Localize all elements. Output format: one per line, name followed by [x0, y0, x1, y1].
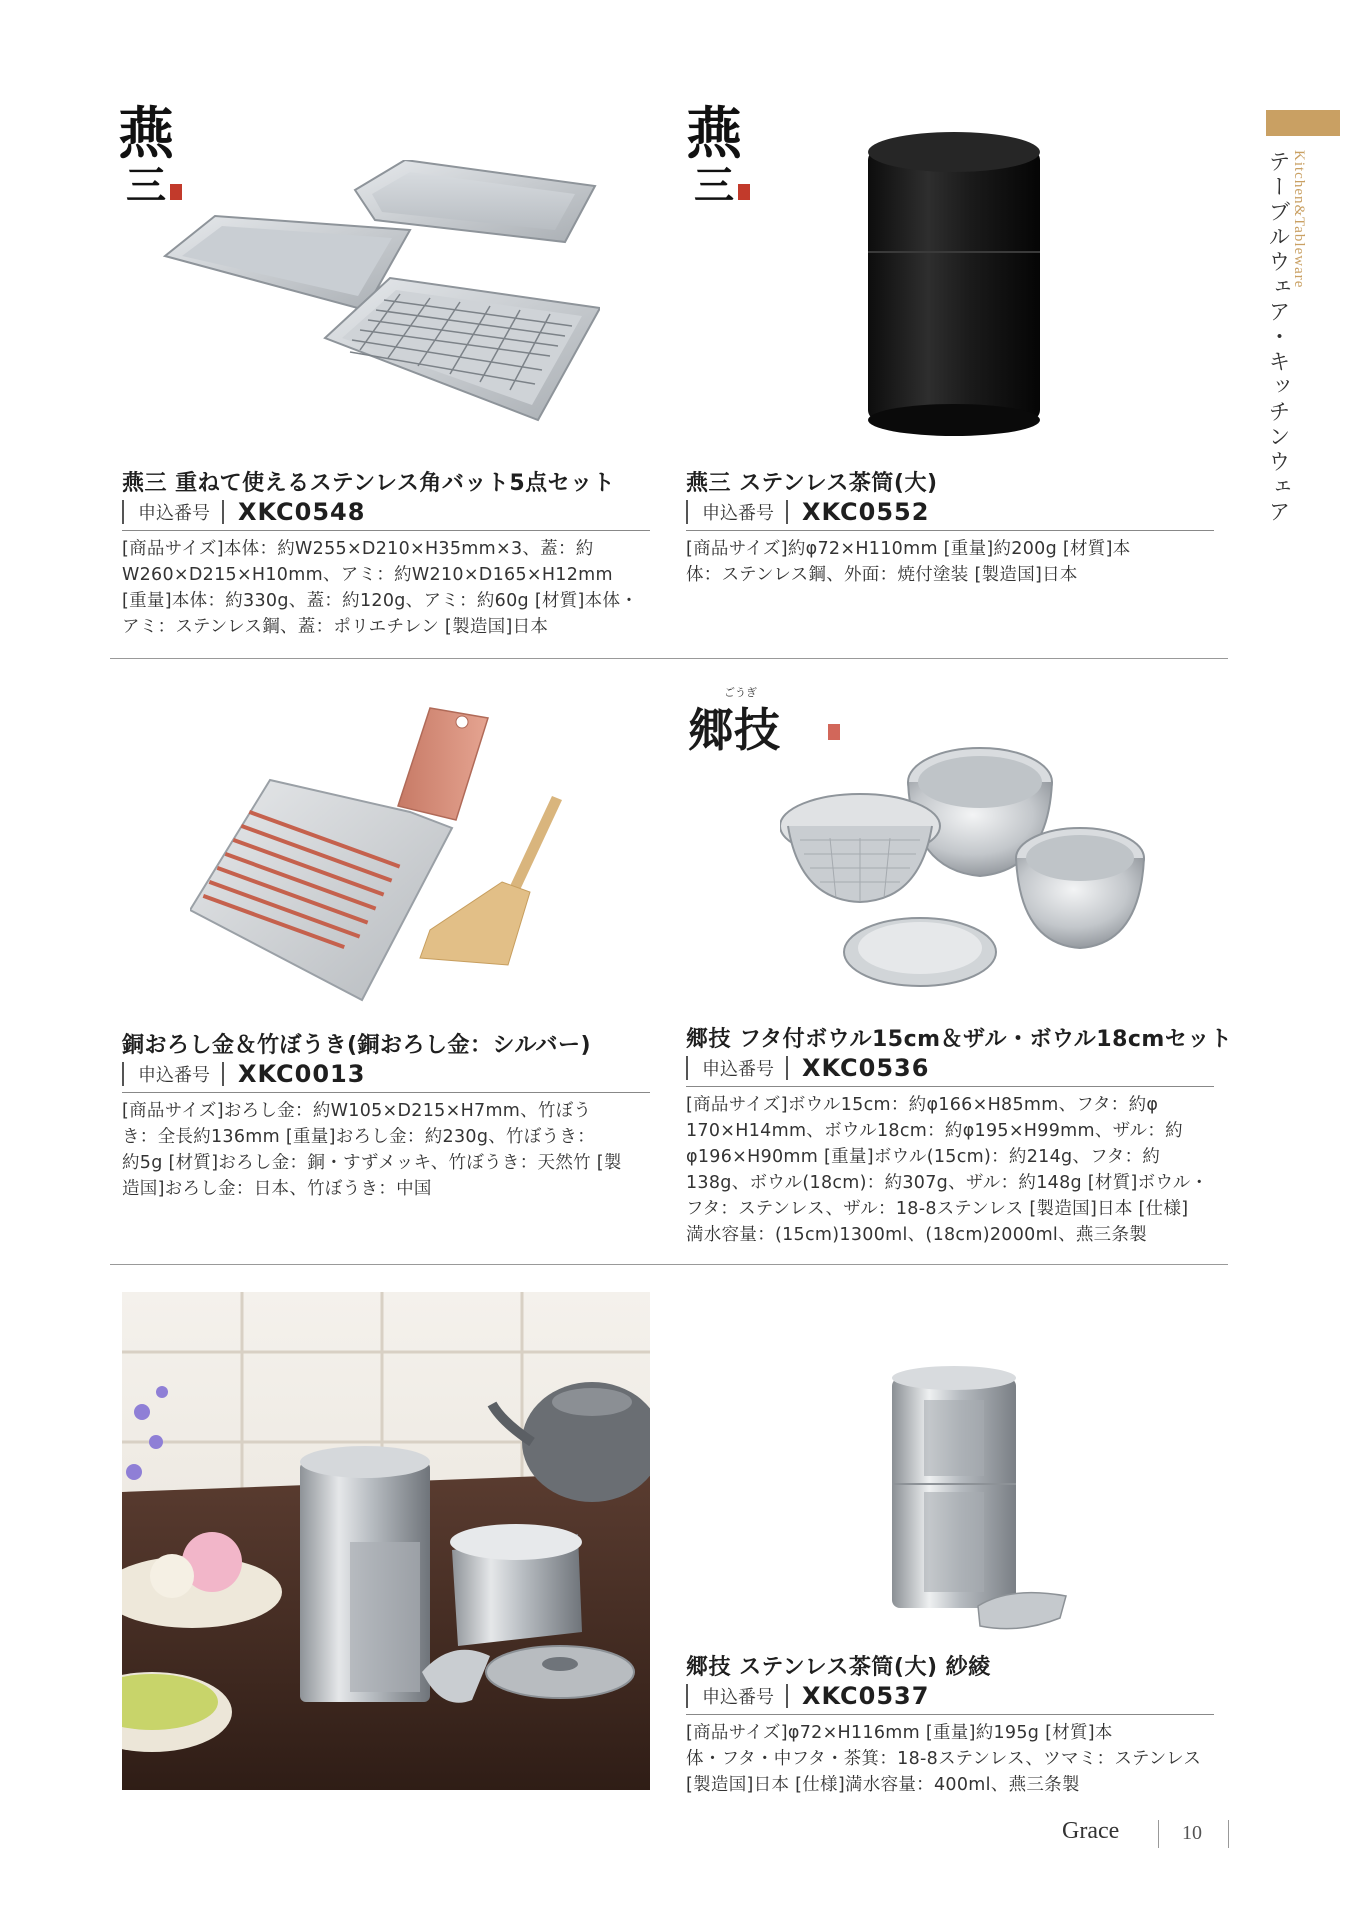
product-image-silver-canister — [880, 1360, 1080, 1660]
page-number: 10 — [1182, 1822, 1202, 1844]
product-spec: [商品サイズ]約φ72×H110mm [重量]約200g [材質]本 体：ステンレス鋼、外面：焼付塗装 [製造国]日本 — [686, 539, 1131, 585]
product-spec: [商品サイズ]ボウル15cm：約φ166×H85mm、フタ：約φ 170×H14mm、ボウル18cm：約φ195×H99mm、ザル：約 φ196×H90mm [重量]ボウル(15cm)：約214g、フタ：約 138g、ボウル(18cm)：約307g、ザル：約148g [材質]ボウル・ フタ：ステンレス、ザル：18-8ステンレス [製造国]日本 [仕様] 満水容量：(15cm)1300ml、(18cm)2000ml、燕三条製 — [686, 1095, 1209, 1245]
product-title: 燕三 ステンレス茶筒(大) — [686, 471, 938, 496]
product-spec: [商品サイズ]おろし金：約W105×D215×H7mm、竹ぼう き：全長約136mm [重量]おろし金：約230g、竹ぼうき： 約5g [材質]おろし金：銅・すずメッキ、竹ぼうき：天然竹 [製 造国]おろし金：日本、竹ぼうき：中国 — [122, 1101, 622, 1199]
tsubame-logo: 燕 三 — [118, 104, 174, 208]
divider — [786, 500, 788, 524]
tsubame-logo: 燕 三 — [686, 104, 742, 208]
divider — [786, 1684, 788, 1708]
divider — [686, 1684, 688, 1708]
code-label: 申込番号 — [702, 1059, 774, 1080]
rule — [122, 530, 650, 531]
side-tab-marker — [1266, 110, 1340, 136]
order-code-row — [686, 1682, 929, 1710]
rule — [686, 1086, 1214, 1087]
code-label: 申込番号 — [702, 503, 774, 524]
divider — [122, 500, 124, 524]
rule — [686, 530, 1214, 531]
side-category-en: Kitchen&Tableware — [1291, 150, 1307, 289]
product-title: 郷技 フタ付ボウル15cm＆ザル・ボウル18cmセット — [686, 1027, 1233, 1052]
footer-brand: Grace — [1062, 1818, 1120, 1844]
product-title: 燕三 重ねて使えるステンレス角バット5点セット — [122, 471, 616, 496]
footer-divider — [1158, 1820, 1159, 1848]
section-separator — [110, 1264, 1228, 1265]
divider — [222, 500, 224, 524]
divider — [122, 1062, 124, 1086]
product-spec: [商品サイズ]φ72×H116mm [重量]約195g [材質]本 体・フタ・中フタ・茶箕：18-8ステンレス、ツマミ：ステンレス [製造国]日本 [仕様]満水容量：400ml、燕三条製 — [686, 1723, 1202, 1795]
divider — [686, 500, 688, 524]
order-code: XKC0536 — [802, 1054, 930, 1082]
goh-logo: ごうぎ 郷技 — [688, 684, 838, 754]
order-code: XKC0548 — [238, 498, 366, 526]
order-code-row — [686, 1054, 929, 1082]
product-image-black-canister — [860, 130, 1050, 440]
code-label: 申込番号 — [138, 503, 210, 524]
code-label: 申込番号 — [702, 1687, 774, 1708]
rule — [686, 1714, 1214, 1715]
product-spec: [商品サイズ]本体：約W255×D210×H35mm×3、蓋：約 W260×D215×H10mm、アミ：約W210×D165×H12mm [重量]本体：約330g、蓋：約120g、アミ：約60g [材質]本体・ アミ：ステンレス鋼、蓋：ポリエチレン [製造国]日本 — [122, 539, 639, 637]
order-code: XKC0537 — [802, 1682, 930, 1710]
footer-divider — [1228, 1820, 1229, 1848]
order-code-row — [122, 498, 365, 526]
product-title: 銅おろし金＆竹ぼうき(銅おろし金：シルバー) — [122, 1033, 592, 1058]
product-image-tray-set — [160, 160, 600, 450]
section-separator — [110, 658, 1228, 659]
divider — [222, 1062, 224, 1086]
order-code-row — [122, 1060, 365, 1088]
product-image-grater — [190, 700, 580, 1010]
code-label: 申込番号 — [138, 1065, 210, 1086]
divider — [786, 1056, 788, 1080]
divider — [686, 1056, 688, 1080]
product-title: 郷技 ステンレス茶筒(大) 紗綾 — [686, 1655, 991, 1680]
order-code: XKC0552 — [802, 498, 930, 526]
order-code-row — [686, 498, 929, 526]
product-image-bowl-set — [780, 730, 1180, 1010]
rule — [122, 1092, 650, 1093]
lifestyle-photo-tea-canister — [122, 1292, 650, 1790]
side-category-jp: テーブルウェア・キッチンウェア — [1265, 150, 1290, 525]
order-code: XKC0013 — [238, 1060, 366, 1088]
